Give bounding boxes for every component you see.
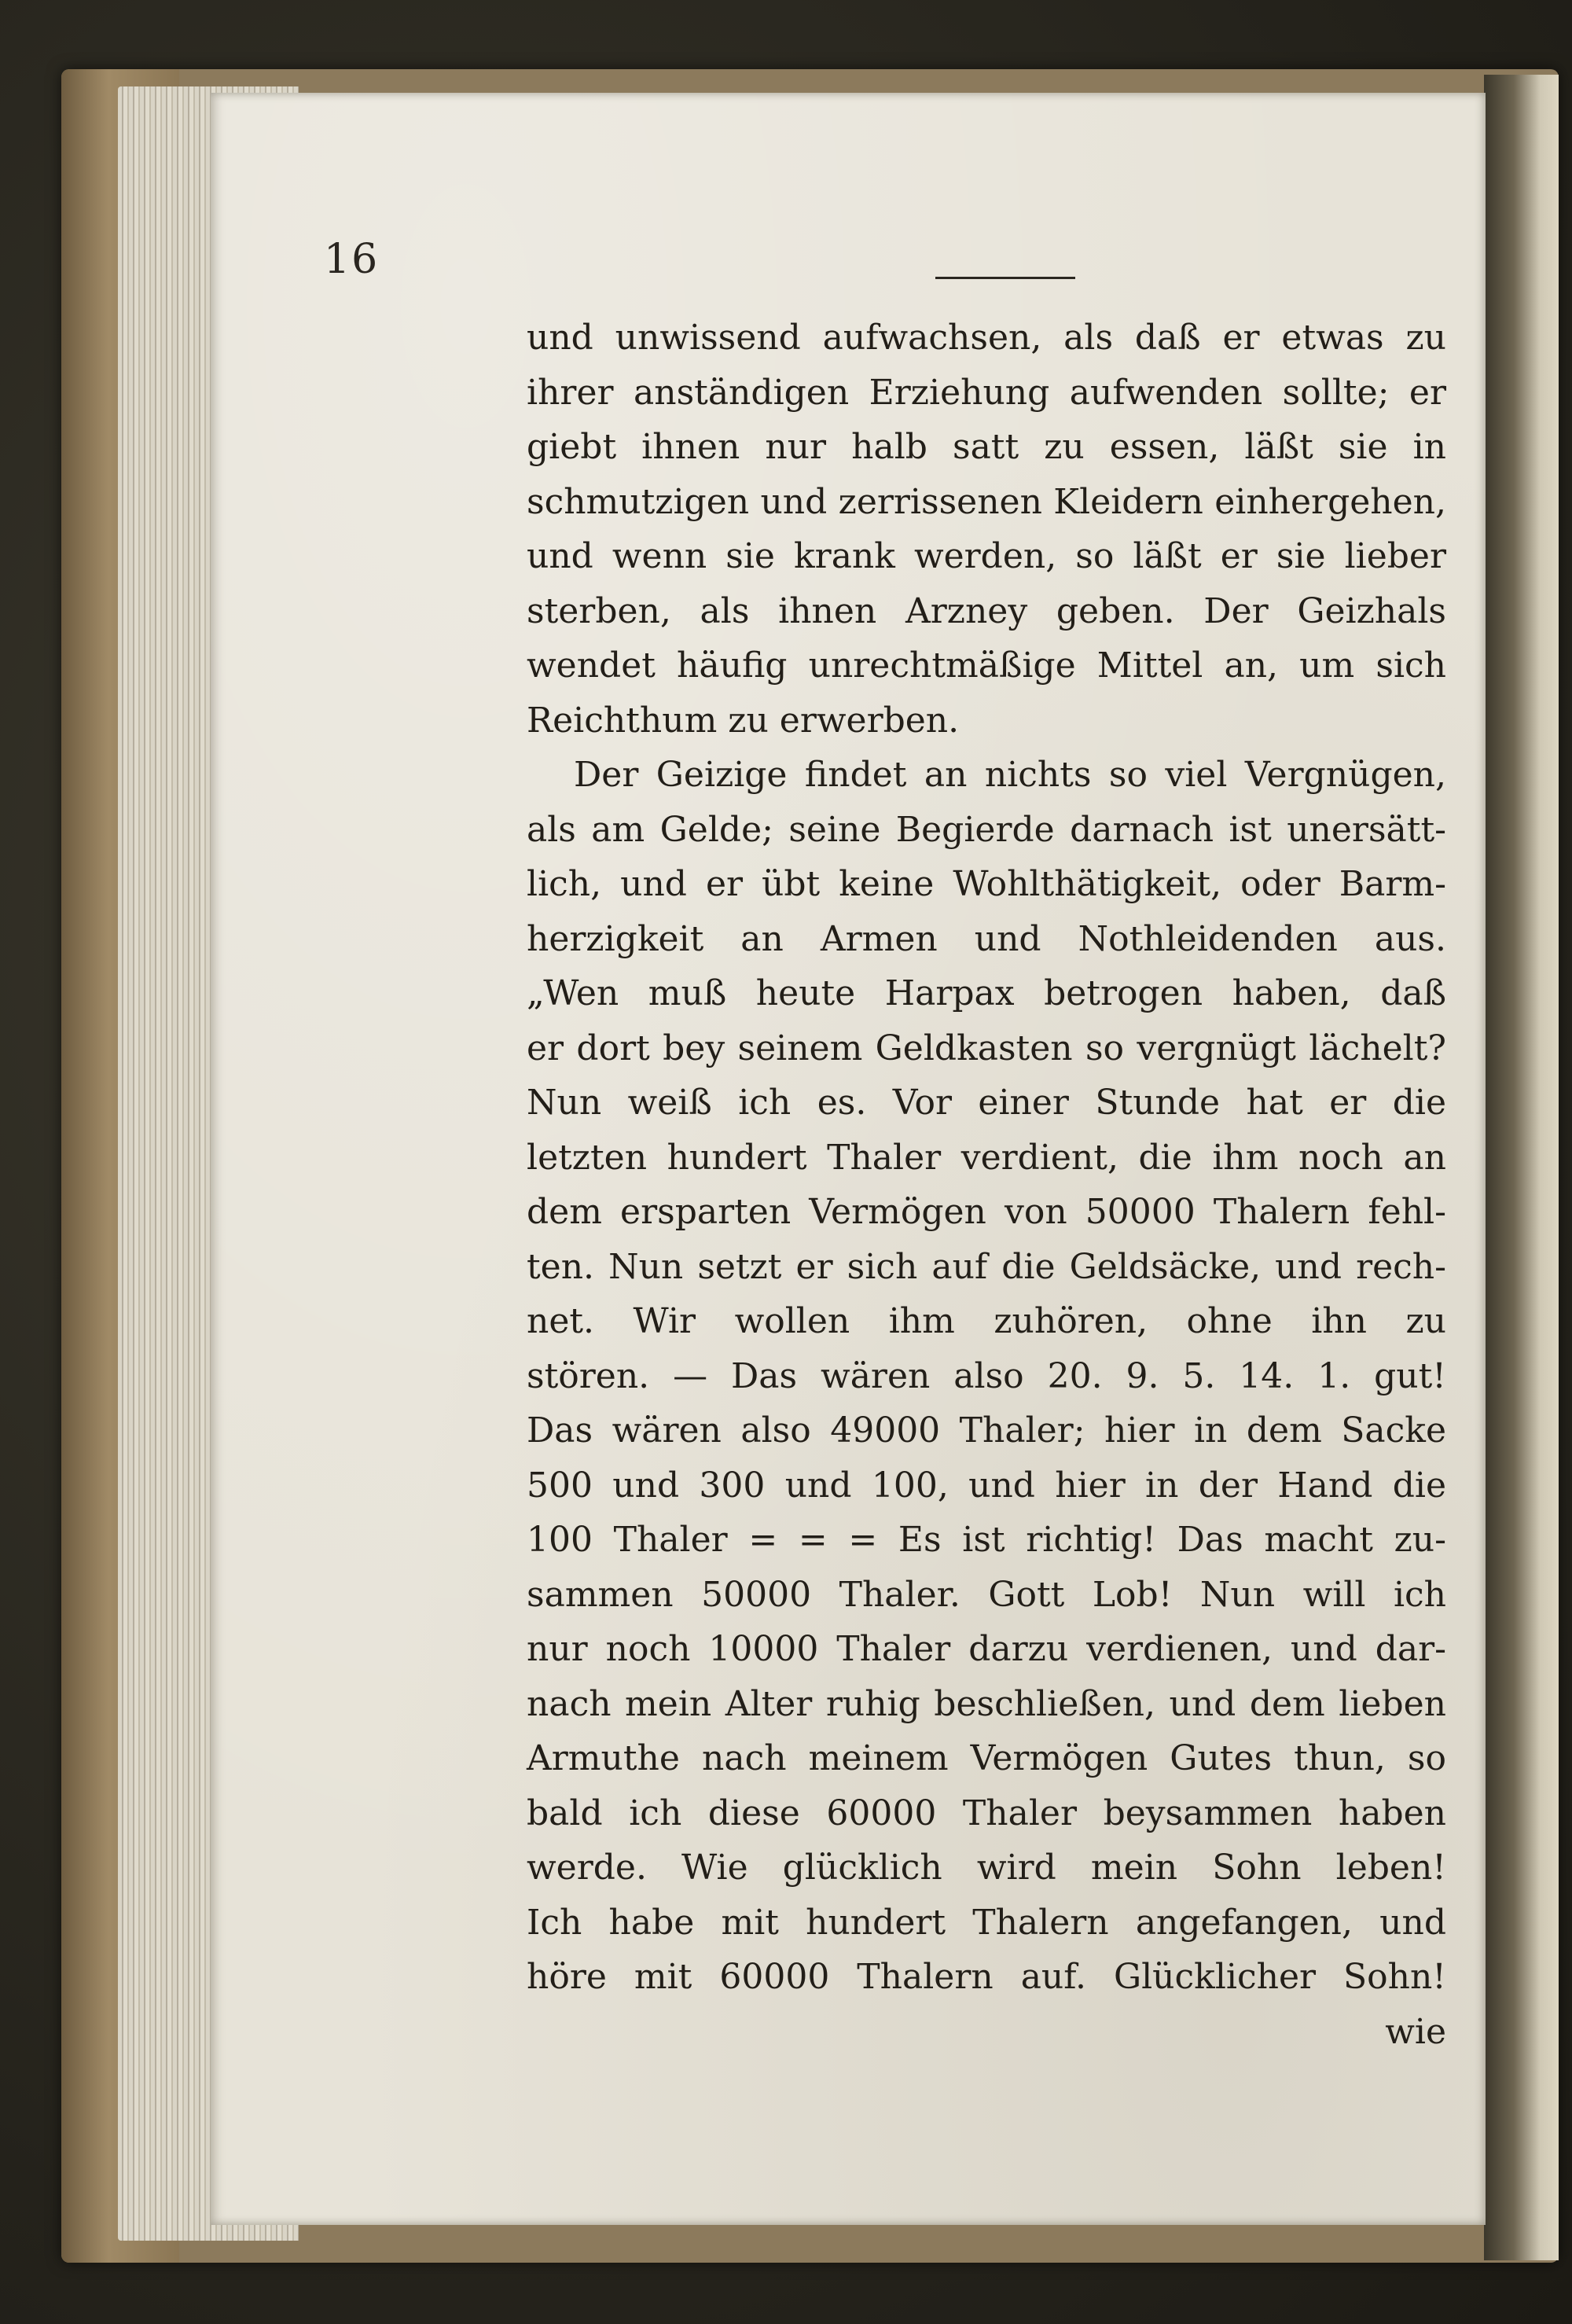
- text-line: „Wen muß heute Harpax betrogen haben, daß: [527, 973, 1446, 1013]
- text-line: dem ersparten Vermögen von 50000 Thalern fehl-: [527, 1192, 1446, 1232]
- text-line: sterben, als ihnen Arzney geben. Der Geizhals: [527, 590, 1446, 631]
- header-rule: [935, 277, 1075, 279]
- text-line: ihrer anständigen Erziehung aufwenden sollte; er: [527, 372, 1446, 413]
- text-line: und wenn sie krank werden, so läßt er sie lieber: [527, 536, 1446, 576]
- text-line: und unwissend aufwachsen, als daß er etwas zu: [527, 318, 1446, 358]
- catchword: wie: [1385, 2011, 1446, 2052]
- text-line: werde. Wie glücklich wird mein Sohn leben!: [527, 1848, 1446, 1888]
- book-gutter: [1484, 75, 1559, 2260]
- text-line: nur noch 10000 Thaler darzu verdienen, und dar-: [527, 1629, 1446, 1669]
- text-line: Ich habe mit hundert Thalern angefangen, und: [527, 1902, 1446, 1943]
- text-line: Nun weiß ich es. Vor einer Stunde hat er die: [527, 1083, 1446, 1123]
- text-block: [527, 311, 1446, 2059]
- text-line: Reichthum zu erwerben.: [527, 700, 960, 741]
- text-line: 100 Thaler = = = Es ist richtig! Das macht zu-: [527, 1520, 1446, 1560]
- text-line: Der Geizige findet an nichts so viel Vergnügen,: [574, 755, 1446, 795]
- text-line: giebt ihnen nur halb satt zu essen, läßt sie in: [527, 427, 1446, 467]
- text-line: 500 und 300 und 100, und hier in der Hand die: [527, 1465, 1446, 1506]
- text-line: letzten hundert Thaler verdient, die ihm noch an: [527, 1137, 1446, 1178]
- text-line: Armuthe nach meinem Vermögen Gutes thun, so: [527, 1738, 1446, 1778]
- text-line: lich, und er übt keine Wohlthätigkeit, oder Barm-: [527, 864, 1446, 904]
- text-line: stören. — Das wären also 20. 9. 5. 14. 1. gut!: [527, 1355, 1446, 1396]
- text-line: ten. Nun setzt er sich auf die Geldsäcke, und rech-: [527, 1246, 1446, 1287]
- text-line: sammen 50000 Thaler. Gott Lob! Nun will ich: [527, 1574, 1446, 1615]
- text-line: als am Gelde; seine Begierde darnach ist unersätt-: [527, 809, 1446, 850]
- text-line: höre mit 60000 Thalern auf. Glücklicher Sohn!: [527, 1957, 1446, 1997]
- text-line: Das wären also 49000 Thaler; hier in dem Sacke: [527, 1410, 1446, 1451]
- text-line: net. Wir wollen ihm zuhören, ohne ihn zu: [527, 1301, 1446, 1341]
- text-line: bald ich diese 60000 Thaler beysammen haben: [527, 1793, 1446, 1833]
- text-line: schmutzigen und zerrissenen Kleidern einhergehen,: [527, 481, 1446, 522]
- text-line: wendet häufig unrechtmäßige Mittel an, um sich: [527, 645, 1446, 686]
- text-line: nach mein Alter ruhig beschließen, und dem lieben: [527, 1683, 1446, 1724]
- text-line: er dort bey seinem Geldkasten so vergnügt lächelt?: [527, 1028, 1446, 1068]
- page-number: 16: [324, 236, 380, 283]
- text-line: herzigkeit an Armen und Nothleidenden aus.: [527, 918, 1446, 959]
